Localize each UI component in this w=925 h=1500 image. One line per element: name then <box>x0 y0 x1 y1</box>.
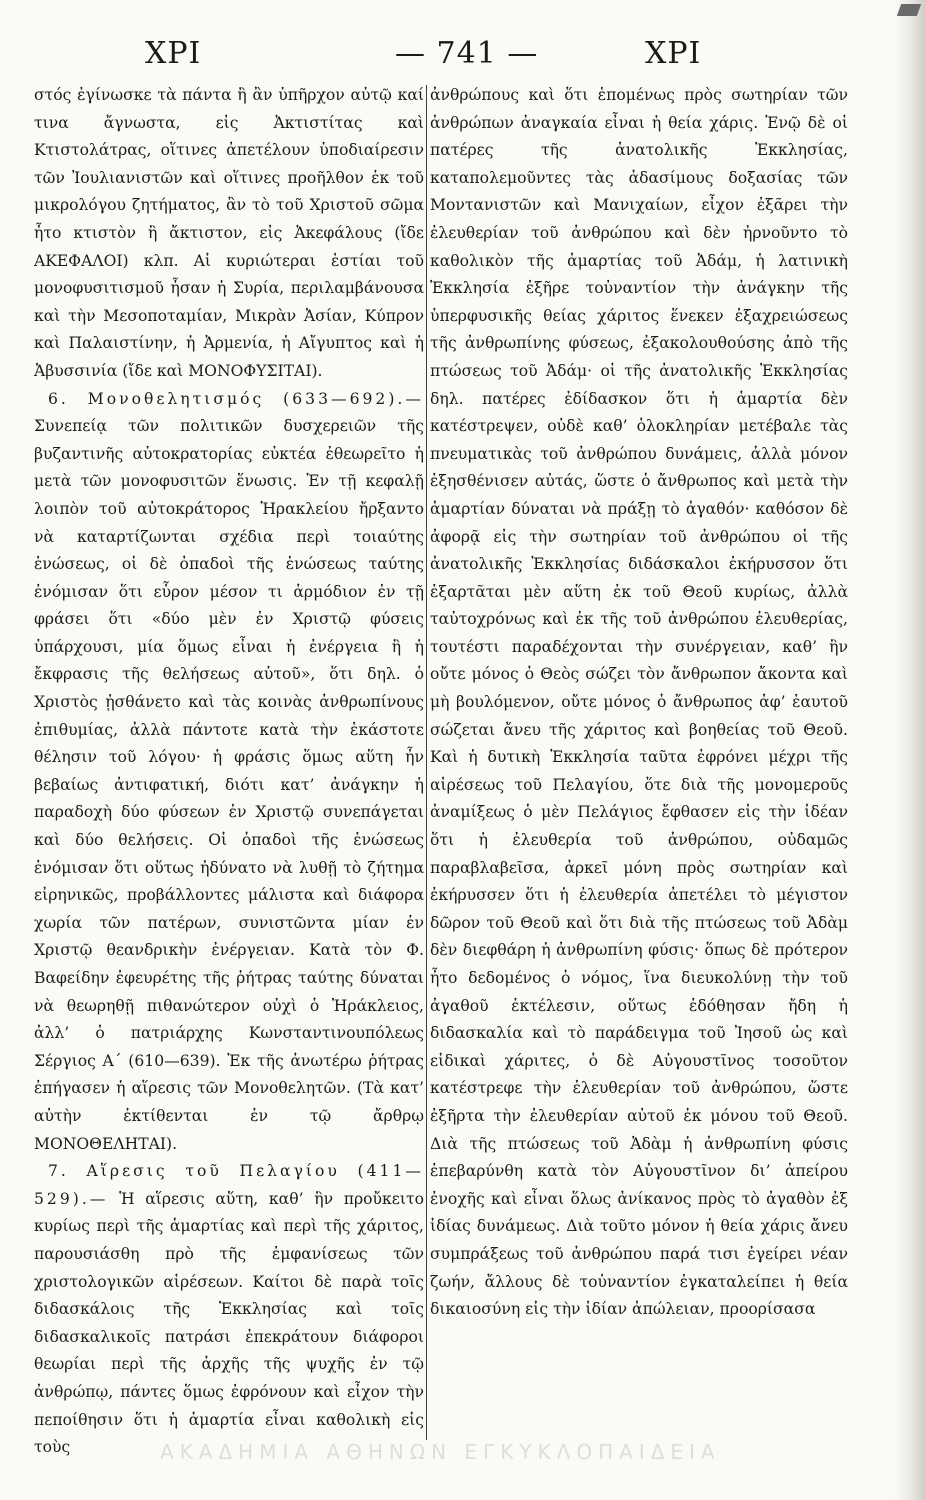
section-heading-pelagius: 7. Αἵρεσις τοῦ Πελαγίου (411—529).— <box>34 1162 424 1208</box>
header-right-keyword: ΧΡΙ <box>645 36 702 71</box>
left-paragraph-2 <box>34 386 424 1159</box>
column-divider <box>426 85 427 1440</box>
left-paragraph-3-text: Ἡ αἵρεσις αὕτη, καθ’ ἣν προὔκειτο κυρίως περὶ τῆς ἁμαρτίας καὶ περὶ τῆς χάριτος, παρουσιάσθη πρὸ τῆς ἐμφανίσεως τῶν χριστολογικῶν αἱρέσεων. Καίτοι δὲ παρὰ τοῖς διδασκάλοις τῆς Ἐκκλησίας καὶ τοῖς διδασκαλικοῖς πατράσι ἐπεκράτουν διάφοροι θεωρίαι περὶ τῆς ἀρχῆς τῆς ψυχῆς ἐν τῷ ἀνθρώπῳ, πάντες ὅμως ἐφρόνουν καὶ εἶχον τὴν πεποίθησιν ὅτι ἡ ἁμαρτία εἶναι καθολικὴ εἰς τοὺς <box>34 1189 424 1457</box>
right-column <box>430 82 848 1444</box>
left-column <box>34 82 424 1457</box>
right-paragraph-1: ἀνθρώπους καὶ ὅτι ἑπομένως πρὸς σωτηρίαν τῶν ἀνθρώπων ἀναγκαία εἶναι ἡ θεία χάρις. Ἐνῷ δὲ οἱ πατέρες τῆς ἀνατολικῆς Ἐκκλησίας, καταπολεμοῦντες τὰς ἀδασίμους δοξασίας τῶν Μοντανιστῶν καὶ Μανιχαίων, εἶχον ἐξᾶρει τὴν ἐλευθερίαν τοῦ ἀνθρώπου καὶ δὲν ἠρνοῦντο τὸ καθολικὸν τῆς ἁμαρτίας τοῦ Ἀδάμ, ἡ λατινικὴ Ἐκκλησία ἐξῆρε τοὐναντίον τὴν ἀνάγκην τῆς ὑπερφυσικῆς θείας χάριτος ἕνεκεν ἐξαχρειώσεως τῆς ἀνθρωπίνης φύσεως, ἐξακολουθούσης ἀπὸ τῆς πτώσεως τοῦ Ἀδάμ· οἱ τῆς ἀνατολικῆς Ἐκκλησίας δηλ. πατέρες ἐδίδασκον ὅτι ἡ ἁμαρτία δὲν κατέστρεψεν, οὐδὲ καθ’ ὁλοκληρίαν μετέβαλε τὰς πνευματικὰς τοῦ ἀνθρώπου δυνάμεις, ἀλλὰ μόνον ἐξησθένισεν αὐτάς, ὥστε ὁ ἄνθρωπος καὶ μετὰ τὴν ἁμαρτίαν δύναται νὰ πράξῃ τὸ ἀγαθόν· καθόσον δὲ ἀφορᾷ εἰς τὴν σωτηρίαν τοῦ ἀνθρώπου οἱ τῆς ἀνατολικῆς Ἐκκλησίας διδάσκαλοι ἐκήρυσσον ὅτι ἐξαρτᾶται μὲν αὕτη ἐκ τοῦ Θεοῦ κυρίως, ἀλλὰ ταὐτοχρόνως καὶ ἐκ τῆς τοῦ ἀνθρώπου ἐλευθερίας, τουτέστι παραδέχονται τὴν συνέργειαν, καθ’ ἣν οὔτε μόνος ὁ Θεὸς σώζει τὸν ἄνθρωπον ἄκοντα καὶ μὴ βουλόμενον, οὔτε μόνος ὁ ἄνθρωπος ἀφ’ ἑαυτοῦ σώζεται ἄνευ τῆς χάριτος καὶ βοηθείας τοῦ Θεοῦ. Καὶ ἡ δυτικὴ Ἐκκλησία ταῦτα ἐφρόνει μέχρι τῆς αἱρέσεως τοῦ Πελαγίου, ὅτε διὰ τῆς μονομεροῦς ἀναμίξεως ὁ μὲν Πελάγιος ἔφθασεν εἰς τὴν ἰδέαν ὅτι ἡ ἐλευθερία τοῦ ἀνθρώπου, οὐδαμῶς παραβλαβεῖσα, ἀρκεῖ μόνη πρὸς σωτηρίαν καὶ ἐκήρυσσεν ὅτι ἡ ἐλευθερία ἀπετέλει τὸ μέγιστον δῶρον τοῦ Θεοῦ καὶ ὅτι διὰ τῆς πτώσεως τοῦ Ἀδὰμ δὲν διεφθάρη ἡ ἀνθρωπίνη φύσις· ὅπως δὲ πρότερον ἦτο δεδομένος ὁ νόμος, ἵνα διευκολύνῃ τὴν τοῦ ἀγαθοῦ ἐκτέλεσιν, οὕτως ἐδόθησαν ἤδη ἡ διδασκαλία καὶ τὸ παράδειγμα τοῦ Ἰησοῦ ὡς καὶ εἰδικαὶ χάριτες, ὁ δὲ Αὐγουστῖνος τοσοῦτον κατέστρεφε τὴν ἐλευθερίαν τοῦ ἀνθρώπου, ὥστε ἐξῆρτα τὴν ἐλευθερίαν αὐτοῦ ἐκ μόνου τοῦ Θεοῦ. Διὰ τῆς πτώσεως τοῦ Ἀδὰμ ἡ ἀνθρωπίνη φύσις ἐπεβαρύνθη κατὰ τὸν Αὐγουστῖνον δι’ ἀπείρου ἐνοχῆς καὶ εἶναι ὅλως ἀνίκανος πρὸς τὸ ἀγαθὸν ἐξ ἰδίας δυνάμεως. Διὰ τοῦτο μόνον ἡ θεία χάρις ἄνευ συμπράξεως τοῦ ἀνθρώπου παρά τισι ἐγείρει νέαν ζωήν, ἄλλους δὲ τοὐναντίον ἐγκαταλείπει ἡ θεία δικαιοσύνη εἰς τὴν ἰδίαν ἀπώλειαν, προορίσασα <box>430 86 848 1319</box>
left-paragraph-3 <box>34 1158 424 1462</box>
left-paragraph-2-text: Συνεπείᾳ τῶν πολιτικῶν δυσχερειῶν τῆς βυζαντινῆς αὐτοκρατορίας εὐκτέα ἐθεωρεῖτο ἡ μετὰ τῶν μονοφυσιτῶν ἕνωσις. Ἐν τῇ κεφαλῇ λοιπὸν τοῦ αὐτοκράτορος Ἡρακλείου ἤρξαντο νὰ καταρτίζωνται σχέδια περὶ τοιαύτης ἑνώσεως, οἱ δὲ ὀπαδοὶ τῆς ἑνώσεως ταύτης ἐνόμισαν ὅτι εὗρον μέσον τι ἁρμόδιον ἐν τῇ φράσει ὅτι «δύο μὲν ἐν Χριστῷ φύσεις ὑπάρχουσι, μία ὅμως εἶναι ἡ ἐνέργεια ἢ ἡ ἔκφρασις τῆς θελήσεως αὐτοῦ», ὅτι δηλ. ὁ Χριστὸς ᾐσθάνετο καὶ τὰς κοινὰς ἀνθρωπίνους ἐπιθυμίας, ἀλλὰ πάντοτε κατὰ τὴν ἑκάστοτε θέλησιν τοῦ λόγου· ἡ φράσις ὅμως αὕτη ἦν βεβαίως ἀντιφατική, διότι κατ’ ἀνάγκην ἡ παραδοχὴ δύο φύσεων ἐν Χριστῷ συνεπάγεται καὶ δύο θελήσεις. Οἱ ὀπαδοὶ τῆς ἑνώσεως ἐνόμισαν ὅτι οὕτως ἠδύνατο νὰ λυθῇ τὸ ζήτημα εἰρηνικῶς, προβάλλοντες μάλιστα καὶ διάφορα χωρία τῶν πατέρων, συνιστῶντα μίαν ἐν Χριστῷ θεανδρικὴν ἐνέργειαν. Κατὰ τὸν Φ. Βαφείδην ἐφευρέτης τῆς ῥήτρας ταύτης δύναται νὰ θεωρηθῇ πιθανώτερον οὐχὶ ὁ Ἡράκλειος, ἀλλ’ ὁ πατριάρχης Κωνσταντινουπόλεως Σέργιος Α΄ (610—639). Ἐκ τῆς ἀνωτέρω ῥήτρας ἐπήγασεν ἡ αἵρεσις τῶν Μονοθελητῶν. (Τὰ κατ’ αὐτὴν ἐκτίθενται ἐν τῷ ἄρθρῳ ΜΟΝΟΘΕΛΗΤΑΙ). <box>34 417 424 1153</box>
page-edge-shadow <box>895 0 925 1500</box>
left-paragraph-1: στός ἐγίνωσκε τὰ πάντα ἢ ἂν ὑπῆρχον αὐτῷ καί τινα ἄγνωστα, εἰς Ἀκτιστίτας καὶ Κτιστολάτρας, οἵτινες ἀπετέλουν ὑποδιαίρεσιν τῶν Ἰουλιανιστῶν καὶ οἵτινες προῆλθον ἐκ τοῦ μικρολόγου ζητήματος, ἂν τὸ τοῦ Χριστοῦ σῶμα ἦτο κτιστὸν ἢ ἄκτιστον, εἰς Ἀκεφάλους (ἴδε ΑΚΕΦΑΛΟΙ) κλπ. Αἱ κυριώτεραι ἑστίαι τοῦ μονοφυσιτισμοῦ ἦσαν ἡ Συρία, περιλαμβάνουσα καὶ τὴν Μεσοποταμίαν, Μικρὰν Ἀσίαν, Κύπρον καὶ Παλαιστίνην, ἡ Ἀρμενία, ἡ Αἴγυπτος καὶ ἡ Ἀβυσσινία (ἴδε καὶ ΜΟΝΟΦΥΣΙΤΑΙ). <box>34 86 424 380</box>
section-heading-monothelitism: 6. Μονοθελητισμός (633—692).— <box>48 389 424 408</box>
header-left-keyword: ΧΡΙ <box>145 36 202 71</box>
corner-mark <box>897 4 921 16</box>
running-header <box>30 36 890 76</box>
page-number: — 741 — <box>395 36 539 71</box>
library-watermark: ΑΚΑΔΗΜΙΑ ΑΘΗΝΩΝ ΕΓΚΥΚΛΟΠΑΙΔΕΙΑ <box>160 1440 721 1464</box>
